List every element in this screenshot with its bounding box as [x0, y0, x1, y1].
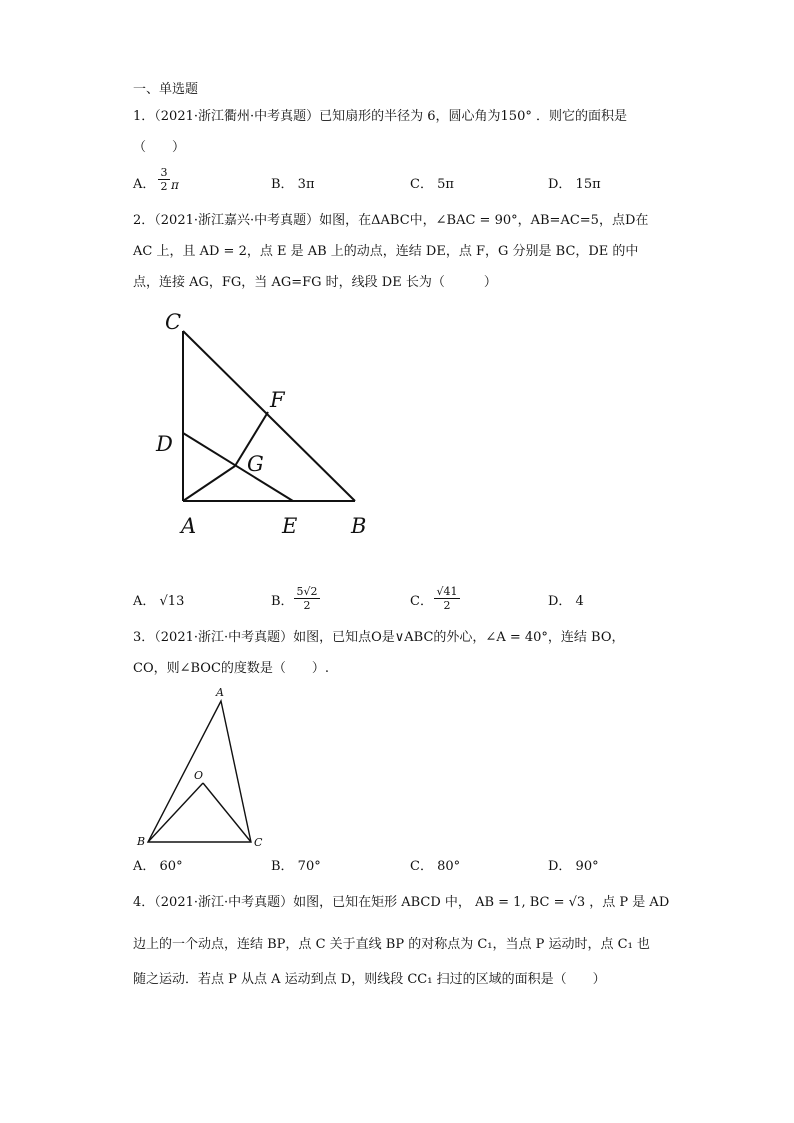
q3-stem-line1: 3．（2021·浙江·中考真题）如图，已知点O是∨ABC的外心，∠A = 40°，连结 BO， [133, 630, 625, 645]
q2-triangle-figure [150, 300, 390, 550]
q2-segment-ag [183, 466, 235, 501]
q1-option-a-denominator: 2 [158, 179, 170, 193]
q3-label-a: A [216, 686, 224, 699]
q1-option-c[interactable]: C． 5π [410, 177, 454, 192]
q2-stem-line1: 2．（2021·浙江嘉兴·中考真题）如图，在ΔABC中，∠BAC = 90°，AB=AC=5，点D在 [133, 213, 649, 228]
q3-option-d[interactable]: D． 90° [548, 859, 599, 874]
q3-triangle-figure [133, 683, 273, 853]
q2-option-d[interactable]: D． 4 [548, 594, 584, 609]
q4-stem-line3: 随之运动．若点 P 从点 A 运动到点 D，则线段 CC₁ 扫过的区域的面积是（ ） [133, 972, 606, 987]
q2-label-b: B [351, 514, 367, 538]
q3-label-b: B [137, 835, 146, 848]
q3-label-o: O [194, 769, 204, 782]
q1-option-b[interactable]: B． 3π [271, 177, 315, 192]
q4-stem-line1: 4．（2021·浙江·中考真题）如图，已知在矩形 ABCD 中， AB = 1, BC = √3 ，点 P 是 AD [133, 895, 670, 910]
section-heading: 一、单选题 [133, 82, 199, 97]
q3-label-c: C [254, 836, 263, 849]
q2-option-c-label[interactable]: C． [410, 594, 433, 609]
q2-label-g: G [247, 452, 264, 476]
q2-option-c-denominator: 2 [434, 598, 460, 612]
q1-option-a-label[interactable]: A． [133, 177, 156, 192]
q2-stem-line3: 点，连接 AG，FG，当 AG=FG 时，线段 DE 长为（ ） [133, 275, 497, 290]
q1-option-a-pi: π [171, 178, 179, 192]
q4-stem-line2: 边上的一个动点，连结 BP，点 C 关于直线 BP 的对称点为 C₁，当点 P 运动时，点 C₁ 也 [133, 937, 650, 952]
q1-option-d[interactable]: D． 15π [548, 177, 601, 192]
q2-option-a[interactable]: A． √13 [133, 594, 185, 609]
q3-option-c[interactable]: C． 80° [410, 859, 461, 874]
q2-option-c-numerator: √41 [436, 585, 458, 598]
q2-option-b-numerator: 5√2 [296, 585, 318, 598]
q2-option-b-fraction [294, 585, 320, 612]
q2-stem-line2: AC 上，且 AD = 2，点 E 是 AB 上的动点，连结 DE，点 F，G 分别是 BC，DE 的中 [133, 244, 639, 259]
q3-option-a[interactable]: A． 60° [133, 859, 183, 874]
q2-label-a: A [181, 514, 197, 538]
q2-label-e: E [282, 514, 298, 538]
q3-option-b[interactable]: B． 70° [271, 859, 321, 874]
q3-segment-bo [148, 783, 203, 842]
q3-stem-line2: CO，则∠BOC的度数是（ ）. [133, 661, 330, 676]
q2-label-c: C [165, 310, 182, 334]
q2-segment-bc [183, 331, 355, 501]
q1-stem-line2: （ ） [133, 140, 186, 155]
q2-option-b-label[interactable]: B． [271, 594, 294, 609]
q1-stem-line1: 1．（2021·浙江衢州·中考真题）已知扇形的半径为 6，圆心角为150° ．则它的面积是 [133, 109, 627, 124]
q2-label-f: F [270, 388, 285, 412]
q2-option-c-fraction [434, 585, 460, 612]
q1-option-a-fraction [158, 166, 170, 193]
q1-option-a-numerator: 3 [160, 166, 168, 179]
q3-segment-co [203, 783, 251, 842]
q2-label-d: D [156, 432, 173, 456]
q2-option-b-denominator: 2 [294, 598, 320, 612]
